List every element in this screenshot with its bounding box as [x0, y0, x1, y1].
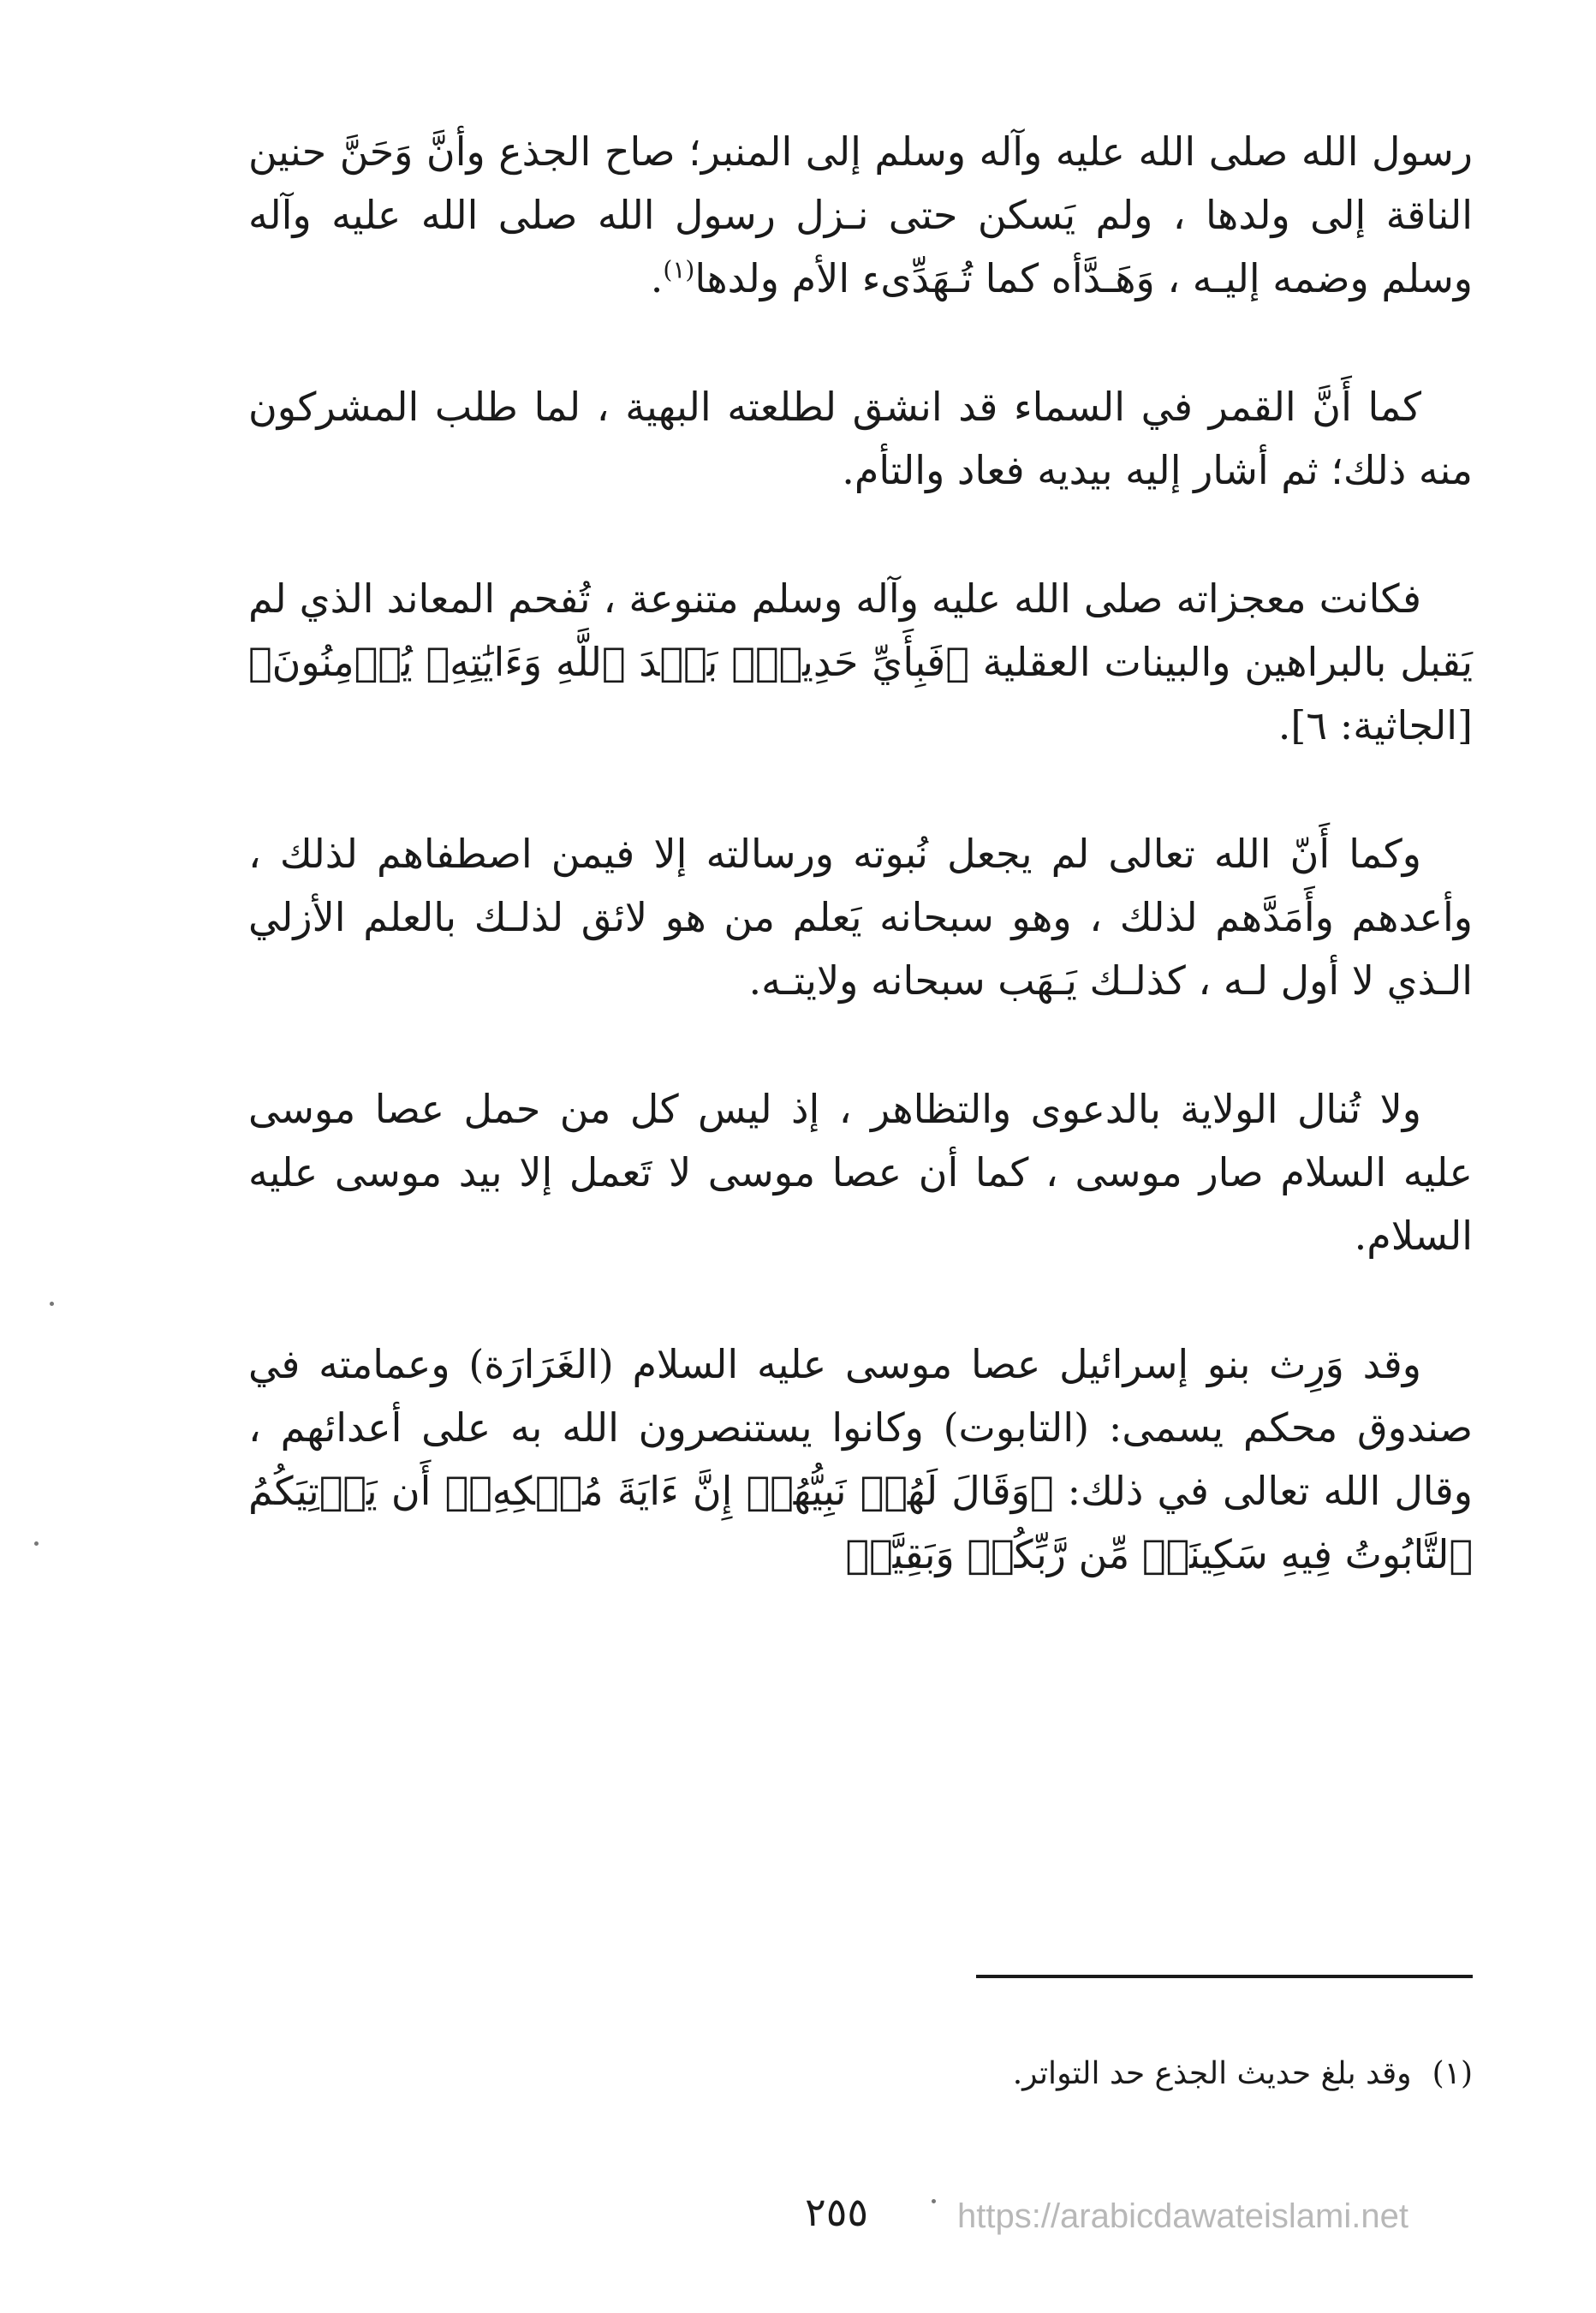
- quran-verse-1: ﴿فَبِأَيِّ حَدِيثٍۭ بَعۡدَ ٱللَّهِ وَءَايَٰتِهِۦ يُؤۡمِنُونَ﴾: [248, 639, 969, 685]
- paragraph-4: وكما أَنّ الله تعالى لم يجعل نُبوته ورسالته إلا فيمن اصطفاهم لذلك ، وأعدهم وأَمَدَّهم لذلك ، وهو سبحانه يَعلم من هو لائق لذلـك بالعلم الأزلي الـذي لا أول لـه ، كذلـك يَـهَب سبحانه ولايتـه.: [248, 831, 1473, 1004]
- scan-speck: [932, 2199, 936, 2203]
- paragraph-6: [248, 1332, 1473, 1586]
- paragraph-6-text: وقد وَرِث بنو إسرائيل عصا موسى عليه السلام (الغَرَارَة) وعمامته في صندوق محكم يسمى: (التابوت) وكانوا يستنصرون الله به على أعدائهم ، وقال الله تعالى في ذلك:: [248, 1341, 1474, 1514]
- paragraph-1: [248, 120, 1473, 310]
- scan-speck: [50, 1302, 54, 1306]
- paragraph-1-text: رسول الله صلى الله عليه وآله وسلم إلى المنبر؛ صاح الجذع وأنَّ وَحَنَّ حنين الناقة إلى ولدها ، ولم يَسكن حتى نـزل رسول الله صلى الله عليه وآله وسلم وضمه إليـه ، وَهَـدَّأه كما تُـهَدِّىء الأم ولدها: [248, 128, 1473, 301]
- footnote-reference: (١): [663, 255, 695, 284]
- footnote-number: (١): [1432, 2056, 1473, 2091]
- paragraph-2: كما أَنَّ القمر في السماء قد انشق لطلعته البهية ، لما طلب المشركون منه ذلك؛ ثم أشار إليه بيديه فعاد والتأم.: [248, 384, 1473, 493]
- quran-verse-1-reference: [الجاثية: ٦].: [1277, 702, 1473, 748]
- footnote-text: وقد بلغ حديث الجذع حد التواتر.: [1012, 2056, 1412, 2091]
- paragraph-3-text: فكانت معجزاته صلى الله عليه وآله وسلم متنوعة ، تُفحم المعاند الذي لم يَقبل بالبراهين والبينات العقلية: [248, 575, 1473, 685]
- footnote: [599, 2052, 1473, 2096]
- watermark-url: https://arabicdawateislami.net: [957, 2197, 1408, 2235]
- page-number: ٢٥٥: [805, 2189, 869, 2235]
- body-text: [248, 120, 1473, 1651]
- paragraph-5: ولا تُنال الولاية بالدعوى والتظاهر ، إذ ليس كل من حمل عصا موسى عليه السلام صار موسى ، كما أن عصا موسى لا تَعمل إلا بيد موسى عليه السلام.: [248, 1086, 1473, 1259]
- footnote-divider: [976, 1975, 1473, 1978]
- scan-speck: [34, 1541, 39, 1546]
- paragraph-3: [248, 567, 1473, 757]
- paragraph-1-end: .: [650, 255, 664, 301]
- quran-verse-2: ﴿وَقَالَ لَهُمۡ نَبِيُّهُمۡ إِنَّ ءَايَةَ مُلۡكِهِۦٓ أَن يَأۡتِيَكُمُ ٱلتَّابُوتُ فِيهِ سَكِينَةٞ مِّن رَّبِّكُمۡ وَبَقِيَّةٞ: [248, 1468, 1473, 1577]
